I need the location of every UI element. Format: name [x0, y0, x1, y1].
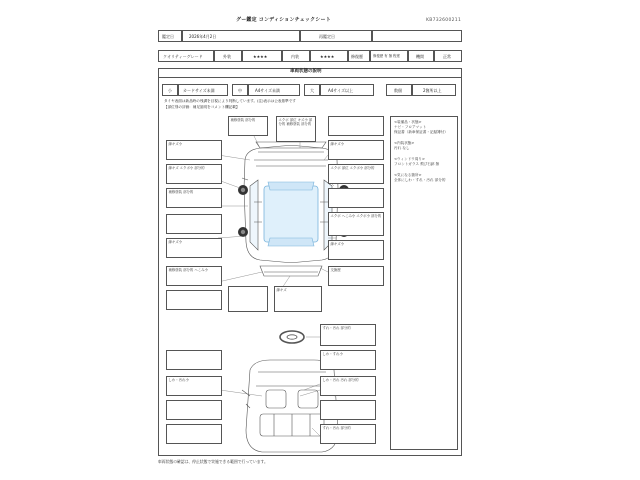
int-box-right-top — [320, 350, 376, 370]
legend-large-mark: 大 — [310, 88, 314, 93]
legend-large-desc: A4サイズ以上 — [328, 88, 353, 93]
int-box-right-low-blank — [320, 400, 376, 420]
remarks-line-4: <内装状態> — [394, 141, 415, 145]
interior-rating: ★★★★ — [320, 53, 335, 59]
ext-box-top-right — [276, 116, 316, 142]
ext-box-left-2 — [166, 164, 222, 184]
legend-multi-mark: 数個 — [394, 88, 402, 93]
int-right-top-text: しわ・すれ小 — [322, 352, 343, 356]
ext-right-1-text: 線キズ小 — [330, 142, 344, 146]
section-title: 車両状態の説明 — [290, 69, 322, 74]
part-note: 【部位別の評価：補足説明をコメント欄記載】 — [164, 105, 240, 109]
ext-left-5-text: 補修塗装 部分的 へこみ小 — [168, 268, 208, 272]
tire-note: タイヤ表面は新品時の残溝を目視により判断しています。(注)表示は公表基準です — [164, 99, 296, 103]
exterior-label: 外装 — [223, 54, 231, 59]
legend-small-desc: カードサイズ未満 — [183, 88, 215, 93]
ext-box-right-2 — [328, 164, 384, 184]
ext-box-bottom-center — [274, 286, 322, 312]
repair-history-value: 修復歴 有 無 程度 — [373, 54, 400, 58]
repair-history-label: 修復歴 — [351, 54, 363, 59]
inspection-date-label: 鑑定日 — [162, 34, 174, 39]
footer-note: 車両状態の確認は、停止状態で実施できる範囲で行っています。 — [158, 459, 268, 464]
ext-top-left-text: 補修塗装 部分的 — [230, 118, 256, 122]
legend-small-mark: 小 — [168, 88, 172, 93]
int-box-steering — [320, 324, 376, 346]
check-sheet — [150, 10, 470, 470]
engine-label: 機関 — [416, 54, 424, 59]
ext-top-right-text: エクボ 部位 キズ小 部分的 補修塗装 部分的 — [278, 118, 313, 127]
ext-left-4-text: 線キズ小 — [168, 240, 182, 244]
remarks-line-2: 保証書（新車保証書・記録簿付） — [394, 130, 448, 134]
ext-box-right-blank-1 — [328, 188, 384, 208]
quality-grade-label: クオリティーグレード — [163, 54, 203, 59]
interior-label: 内装 — [291, 54, 299, 59]
legend-medium-mark: 中 — [238, 88, 242, 93]
sheet-title: グー鑑定 コンディションチェックシート — [236, 17, 331, 23]
ext-box-right-5 — [328, 266, 384, 286]
int-box-left-top-blank — [166, 350, 222, 370]
reinspection-date-label: 再鑑定日 — [319, 34, 335, 39]
ext-box-right-3 — [328, 212, 384, 236]
inspection-date-value: 2026年4月2日 — [189, 34, 217, 39]
ext-bottom-center-text: 線キズ — [276, 288, 287, 292]
remarks-line-5: 汚れ なし — [394, 146, 410, 150]
ext-box-left-blank-1 — [166, 214, 222, 234]
int-box-left-low-blank — [166, 400, 222, 420]
remarks-line-11: 全体にしわ・すれ・汚れ 部分的 — [394, 178, 446, 182]
document-id: KB732600211 — [426, 18, 462, 23]
ext-box-right-1 — [328, 140, 384, 160]
ext-box-left-blank-2 — [166, 290, 222, 310]
int-steering-text: すれ・汚れ 部分的 — [322, 326, 351, 330]
remarks-box — [390, 116, 458, 450]
ext-right-3-text: エクボ へこみ小 エクボ小 部分的 — [330, 214, 382, 218]
int-box-left-bottom-blank — [166, 424, 222, 444]
remarks-line-8: フロントガラス 飛び石跡 無 — [394, 162, 440, 166]
ext-box-bottom-left — [228, 286, 268, 312]
int-right-bottom-text: すれ・汚れ 部分的 — [322, 426, 351, 430]
ext-box-right-top-blank — [328, 116, 384, 136]
int-left-mid-text: しわ・汚れ小 — [168, 378, 189, 382]
engine-value: 正常 — [443, 54, 451, 59]
exterior-rating: ★★★★ — [253, 53, 268, 59]
ext-left-1-text: 線キズ小 — [168, 142, 182, 146]
ext-right-2-text: エクボ 部位 エクボ小 部分的 — [330, 166, 375, 170]
ext-box-left-1 — [166, 140, 222, 160]
remarks-line-1: ナビ・フロアマット — [394, 125, 427, 129]
remarks-line-7: <ウィンドウ周り> — [394, 157, 425, 161]
ext-right-5-text: 交換歴 — [330, 268, 341, 272]
int-right-mid-text: しわ・汚れ 汚れ 部分的 — [322, 378, 359, 382]
ext-left-3-text: 補修塗装 部分的 — [168, 190, 194, 194]
int-box-left-mid — [166, 376, 222, 396]
int-box-right-bottom — [320, 424, 376, 444]
ext-box-left-4 — [166, 238, 222, 258]
ext-left-2-text: 線キズ エクボ小 部分的 — [168, 166, 205, 170]
legend-medium-desc: A4サイズ未満 — [255, 88, 280, 93]
remarks-line-0: <装備品・状態> — [394, 120, 422, 124]
ext-box-right-4 — [328, 240, 384, 260]
legend-multi-desc: 2箇所以上 — [423, 88, 442, 93]
ext-box-left-3 — [166, 188, 222, 208]
steering-wheel-icon — [280, 331, 304, 343]
car-roof — [264, 186, 318, 242]
int-box-right-mid — [320, 376, 376, 396]
ext-box-left-5 — [166, 266, 222, 286]
remarks-line-10: <気になる箇所> — [394, 173, 422, 177]
ext-box-top-left — [228, 116, 268, 136]
ext-right-4-text: 線キズ小 — [330, 242, 344, 246]
